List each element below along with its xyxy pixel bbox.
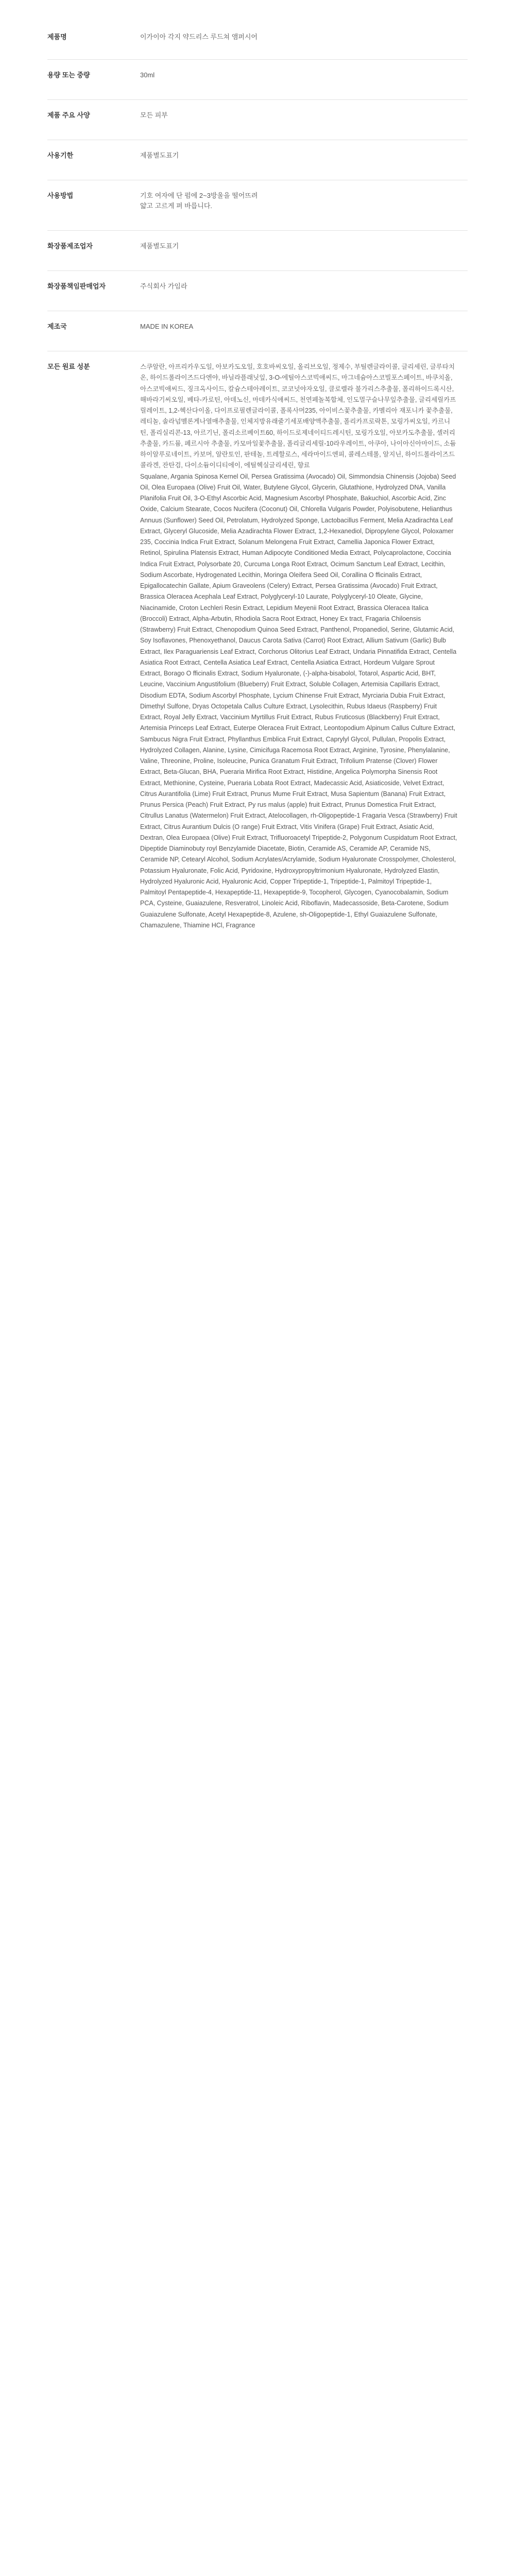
label-capacity: 용량 또는 중량: [47, 71, 90, 79]
ingredients-english: Squalane, Argania Spinosa Kernel Oil, Persea Gratissima (Avocado) Oil, Simmondsia Chinensis (Jojoba) Seed Oil, Olea Europaea (Olive) Fruit Oil, Water, Butylene Glycol, Glycerin, Glutathione, Hydrolyzed DNA, Vanilla Planifolia Fruit Oil, 3-O-Ethyl Ascorbic Acid, Magnesium Ascorbyl Phosphate, Bakuchiol, Ascorbic Acid, Zinc Oxide, Calcium Stearate, Cocos Nucifera (Coconut) Oil, Chlorella Vulgaris Powder, Polyisobutene, Helianthus Annuus (Sunflower) Seed Oil, Petrolatum, Hydrolyzed Sponge, Lactobacillus Ferment, Melia Azadirachta Leaf Extract, Glyceryl Glucoside, Melia Azadirachta Flower Extract, 1,2-Hexanediol, Dipropylene Glycol, Poloxamer 235, Coccinia Indica Fruit Extract, Solanum Melongena Fruit Extract, Camellia Japonica Flower Extract, Retinol, Spirulina Platensis Extract, Human Adipocyte Conditioned Media Extract, Polycaprolactone, Coccinia Indica Fruit Extract, Polysorbate 20, Curcuma Longa Root Extract, Ocimum Sanctum Leaf Extract, Lecithin, Sodium Ascorbate, Hydrogenated Lecithin, Moringa Oleifera Seed Oil, Corallina O fficinalis Extract, Epigallocatechin Gallate, Apium Graveolens (Celery) Extract, Persea Gratissima (Avocado) Fruit Extract, Brassica Oleracea Acephala Leaf Extract, Polyglyceryl-10 Laurate, Polyglyceryl-10 Oleate, Glycine, Niacinamide, Croton Lechleri Resin Extract, Lepidium Meyenii Root Extract, Brassica Oleracea Italica (Broccoli) Extract, Alpha-Arbutin, Rhodiola Sacra Root Extract, Honey Ex tract, Fragaria Chiloensis (Strawberry) Fruit Extract, Chenopodium Quinoa Seed Extract, Panthenol, Propanediol, Serine, Glutamic Acid, Soy Isoflavones, Phenoxyethanol, Daucus Carota Sativa (Carrot) Root Extract, Allium Sativum (Garlic) Bulb Extract, Ilex Paraguariensis Leaf Extract, Corchorus Olitorius Leaf Extract, Undaria Pinnatifida Extract, Centella Asiatica Root Extract, Centella Asiatica Leaf Extract, Centella Asiatica Extract, Hordeum Vulgare Sprout Extract, Borago O fficinalis Extract, Sodium Hyaluronate, (-)-alpha-bisabolol, Totarol, Aspartic Acid, BHT, Leucine, Vaccinium Angustifolium (Blueberry) Fruit Extract, Soluble Collagen, Artemisia Capillaris Extract, Disodium EDTA, Sodium Ascorbyl Phosphate, Lycium Chinense Fruit Extract, Myrciaria Dubia Fruit Extract, Dimethyl Sulfone, Dryas Octopetala Callus Culture Extract, Lysolecithin, Rubus Idaeus (Raspberry) Fruit Extract, Royal Jelly Extract, Vaccinium Myrtillus Fruit Extract, Rubus Fruticosus (Blackberry) Fruit Extract, Artemisia Princeps Leaf Extract, Euterpe Oleracea Fruit Extract, Leontopodium Alpinum Callus Culture Extract, Sambucus Nigra Fruit Extract, Phyllanthus Emblica Fruit Extract, Caprylyl Glycol, Pullulan, Propolis Extract, Hydrolyzed Collagen, Alanine, Lysine, Cimicifuga Racemosa Root Extract, Arginine, Tyrosine, Phenylalanine, Valine, Threonine, Proline, Isoleucine, Punica Granatum Fruit Extract, Trifolium Pratense (Clover) Flower Extract, Beta-Glucan, BHA, Pueraria Mirifica Root Extract, Histidine, Angelica Polymorpha Sinensis Root Extract, Methionine, Cysteine, Pueraria Lobata Root Extract, Madecassic Acid, Asiaticoside, Velvet Extract, Citrus Aurantifolia (Lime) Fruit Extract, Prunus Mume Fruit Extract, Musa Sapientum (Banana) Fruit Extract, Prunus Persica (Peach) Fruit Extract, Py rus malus (apple) fruit Extract, Prunus Domestica Fruit Extract, Citrullus Lanatus (Watermelon) Fruit Extract, Atelocollagen, rh-Oligopeptide-1 Fragaria Vesca (Strawberry) Fruit Extract, Citrus Aurantium Dulcis (O range) Fruit Extract, Vitis Vinifera (Grape) Fruit Extract, Asiatic Acid, Dextran, Olea Europaea (Olive) Fruit Extract, Trifluoroacetyl Tripeptide-2, Polygonum Cuspidatum Root Extract, Dipeptide Diaminobuty royl Benzylamide Diacetate, Biotin, Ceramide AS, Ceramide AP, Ceramide NS, Ceramide NP, Cetearyl Alcohol, Sodium Acrylates/Acrylamide, Sodium Hyaluronate Crosspolymer, Cholesterol, Potassium Hyaluronate, Folic Acid, Pyridoxine, Hydroxypropyltrimonium Hyaluronate, Hydrolyzed Elastin, Hydrolyzed Hyaluronic Acid, Hyaluronic Acid, Copper Tripeptide-1, Tripeptide-1, Palmitoyl Tripeptide-1, Palmitoyl Pentapeptide-4, Hexapeptide-11, Hexapeptide-9, Tocopherol, Glycogen, Cyanocobalamin, Sodium PCA, Cysteine, Guaiazulene, Resveratrol, Linoleic Acid, Riboflavin, Madecassoside, Beta-Carotene, Sodium Guaiazulene Sulfonate, Acetyl Hexapeptide-8, Azulene, sh-Oligopeptide-1, Ethyl Guaiazulene Sulfonate, Chamazulene, Thiamine HCl, Fragrance: [140, 472, 457, 929]
value-capacity: 30ml: [140, 71, 155, 79]
label-distributor: 화장품책임판매업자: [47, 282, 106, 290]
value-product-name: 이가이아 각지 약드리스 루드쳐 앰퍼시어: [140, 33, 258, 41]
label-expiry: 사용기한: [47, 151, 74, 159]
row-skin-type: [47, 100, 468, 140]
row-manufacturer: [47, 231, 468, 271]
ingredients-korean: 스쿠알란, 아프리카우도일, 아보카도오일, 호호바씨오일, 올리브오일, 정제수, 부틸렌글라이콜, 글리세린, 글루타치온, 하이드롤라이즈드다엔야, 바닐라플래닛잎, 3-O-에틸아스코빅애씨드, 마그네슘아스코빌포스페이트, 바쿠치올, 아스코빅애씨드, 징크옥사이드, 칼슘스테아레이트, 코코넛야자오일, 클로렐라 불가리스추출물, 폴리하이드록시산, 해바라기씨오일, 베타-카로틴, 아데노신, 마데카식애씨드, 천연페놀복합체, 인도멀구슬나무잎추출물, 글리세릴카프릴레이트, 1,2-헥산다이올, 다이프로필렌글라이콜, 폴록사머235, 아이비스꽃추출물, 카멜리아 재포니카 꽃추출물, 레티놀, 솔라넘멜론게나열매추출물, 인체지방유래줄기세포배양액추출물, 폴리카프로락톤, 모링가씨오일, 카르니틴, 폴리실리콘-13, 아르기닌, 폴리소르베이트60, 하이드로제네이티드레시틴, 모링가오일, 아보카도추출물, 셀러리추출물, 카드뮴, 페르시아 추출물, 카모마일꽃추출물, 폴리글리세릴-10라우레이트, 아쿠아, 나이아신아마이드, 소듐하이알루로네이트, 카보머, 알란토인, 판테놀, 트레할로스, 세라마이드엔피, 콜레스테롤, 알지닌, 하이드롤라이즈드콜라겐, 잔탄검, 다이소듐이디티에이, 에틸헥실글리세린, 향료: [140, 363, 456, 469]
label-usage: 사용방법: [47, 192, 74, 199]
row-expiry: [47, 140, 468, 180]
value-expiry: 제품별도표기: [140, 151, 179, 159]
row-capacity: [47, 60, 468, 100]
label-ingredients: 모든 원료 성분: [47, 363, 90, 370]
row-distributor: [47, 271, 468, 311]
value-origin: MADE IN KOREA: [140, 323, 194, 330]
label-product-name: 제품명: [47, 33, 67, 41]
label-manufacturer: 화장품제조업자: [47, 242, 93, 250]
label-origin: 제조국: [47, 323, 67, 330]
value-ingredients: [140, 351, 468, 931]
row-usage: [47, 180, 468, 231]
value-distributor: 주식회사 가임라: [140, 282, 187, 290]
value-usage: [140, 180, 468, 211]
label-skin-type: 제품 주요 사양: [47, 111, 90, 119]
value-manufacturer: 제품별도표기: [140, 242, 179, 250]
row-ingredients: [47, 351, 468, 2576]
row-origin: [47, 311, 468, 351]
usage-line: 기호 여자에 단 펌에 2~3방울을 떨어뜨려: [140, 192, 258, 199]
value-skin-type: 모든 피부: [140, 111, 168, 119]
usage-line: 얇고 고르게 펴 바릅니다.: [140, 202, 213, 210]
row-product-name: [47, 22, 468, 60]
